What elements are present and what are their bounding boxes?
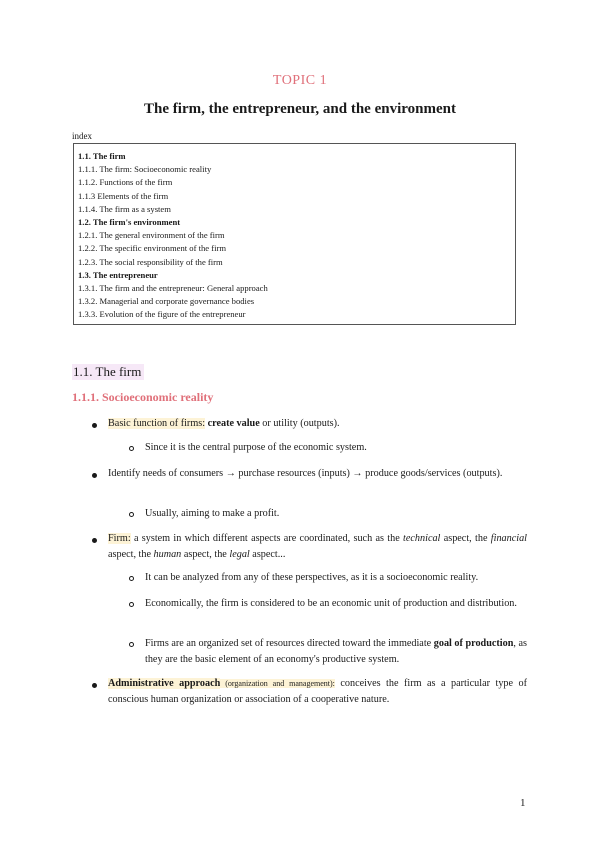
- sub-bullet-circle: [129, 576, 134, 581]
- sub-bullet-circle: [129, 512, 134, 517]
- sub-bullet-organized-set: [145, 636, 527, 667]
- bullet-dot: [92, 423, 97, 428]
- firm-def-text-1: a system in which different aspects are coordinated, such as the: [130, 533, 404, 544]
- sub-bullet-economic-unit: Economically, the firm is considered to be an economic unit of production and distribution.: [145, 598, 517, 609]
- organized-set-text-a: Firms are an organized set of resources directed toward the immediate: [145, 638, 434, 649]
- bullet-firm-definition: [108, 531, 527, 562]
- basic-function-rest: or utility (outputs).: [259, 418, 340, 429]
- index-section-entry: 1.1. The firm: [78, 151, 126, 161]
- technical-text: technical: [403, 533, 441, 544]
- financial-text: financial: [490, 533, 527, 544]
- index-subsection-entry: 1.1.3 Elements of the firm: [78, 190, 169, 201]
- firm-def-text-4: aspect, the: [181, 548, 230, 560]
- index-label: index: [72, 131, 92, 141]
- firm-def-text-2: aspect, the: [440, 533, 491, 544]
- human-text: human: [153, 548, 182, 560]
- index-section-entry: 1.2. The firm's environment: [78, 217, 181, 228]
- page-number: 1: [520, 797, 526, 809]
- index-subsection-entry: 1.1.4. The firm as a system: [78, 203, 171, 214]
- administrative-approach-note: (organization and management):: [220, 679, 335, 688]
- legal-text: legal: [229, 548, 250, 560]
- sub-bullet-circle: [129, 446, 134, 451]
- index-section-entry: 1.3. The entrepreneur: [78, 269, 158, 280]
- firm-def-text-5: aspect...: [249, 548, 286, 560]
- index-subsection-entry: 1.2.2. The specific environment of the firm: [78, 243, 227, 254]
- sub-bullet-profit: Usually, aiming to make a profit.: [145, 508, 280, 519]
- index-subsection-entry: 1.3.1. The firm and the entrepreneur: General approach: [78, 283, 268, 294]
- index-subsection-entry: 1.3.2. Managerial and corporate governance bodies: [78, 296, 255, 307]
- administrative-approach-rest: conceives the firm as a particular type of conscious human organization or association of a cooperative nature.: [108, 678, 527, 705]
- index-box: [73, 143, 516, 325]
- index-subsection-entry: 1.3.3. Evolution of the figure of the entrepreneur: [78, 309, 246, 320]
- basic-function-label: Basic function of firms:: [108, 418, 206, 429]
- sub-bullet-central-purpose: Since it is the central purpose of the economic system.: [145, 442, 367, 453]
- sub-bullet-circle: [129, 602, 134, 607]
- bullet-dot: [92, 683, 97, 688]
- section-heading: 1.1. The firm: [72, 364, 144, 380]
- bullet-dot: [92, 538, 97, 543]
- goal-of-production-text: goal of production: [433, 638, 514, 649]
- index-subsection-entry: 1.2.3. The social responsibility of the firm: [78, 256, 223, 267]
- firm-label: Firm:: [108, 533, 131, 544]
- topic-label: TOPIC 1: [272, 73, 328, 88]
- page-title: The firm, the entrepreneur, and the environment: [144, 101, 456, 117]
- sub-bullet-circle: [129, 642, 134, 647]
- index-subsection-entry: 1.1.2. Functions of the firm: [78, 177, 173, 188]
- subsection-heading: 1.1.1. Socioeconomic reality: [72, 390, 214, 404]
- bullet-basic-function: [108, 416, 520, 432]
- organized-set-text-c: , as they are the basic element of an economy's productive system.: [145, 638, 527, 665]
- bullet-dot: [92, 473, 97, 478]
- index-subsection-entry: 1.1.1. The firm: Socioeconomic reality: [78, 164, 212, 175]
- create-value-text: create value: [207, 418, 260, 429]
- sub-bullet-perspectives: It can be analyzed from any of these perspectives, as it is a socioeconomic reality.: [145, 572, 479, 583]
- bullet-identify-needs: Identify needs of consumers → purchase resources (inputs) → produce goods/services (outputs).: [108, 468, 503, 479]
- index-subsection-entry: 1.2.1. The general environment of the firm: [78, 230, 225, 241]
- firm-def-text-3: aspect, the: [108, 548, 154, 560]
- administrative-approach-label: Administrative approach: [108, 678, 221, 689]
- bullet-administrative-approach: [108, 676, 527, 707]
